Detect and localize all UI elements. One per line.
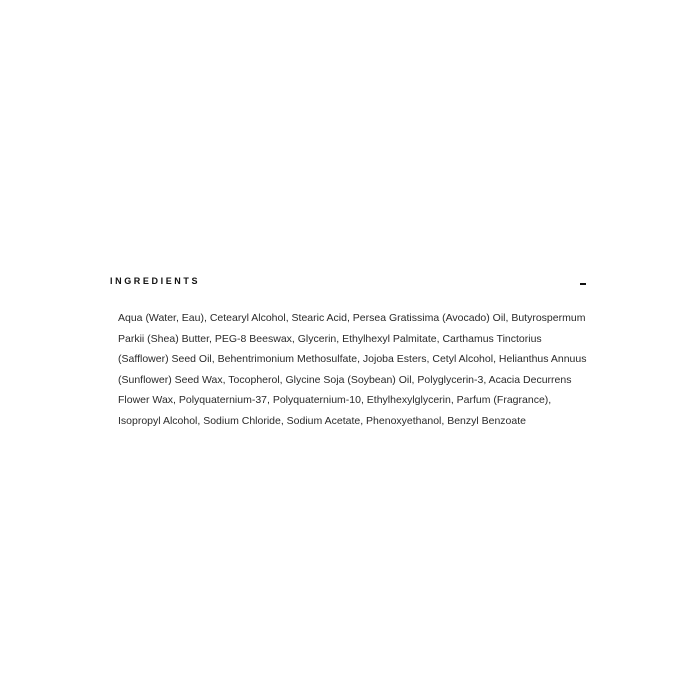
ingredients-content [118, 308, 594, 432]
minus-icon[interactable] [576, 274, 590, 288]
ingredients-accordion [110, 268, 592, 427]
ingredients-text: Aqua (Water, Eau), Cetearyl Alcohol, Stearic Acid, Persea Gratissima (Avocado) Oil, Butyrospermum Parkii (Shea) Butter, PEG-8 Beeswax, Glycerin, Ethylhexyl Palmitate, Carthamus Tinctorius (Safflower) Seed Oil, Behentrimonium Methosulfate, Jojoba Esters, Cetyl Alcohol, Helianthus Annuus (Sunflower) Seed Wax, Tocopherol, Glycine Soja (Soybean) Oil, Polyglycerin-3, Acacia Decurrens Flower Wax, Polyquaternium-37, Polyquaternium-10, Ethylhexylglycerin, Parfum (Fragrance), Isopropyl Alcohol, Sodium Chloride, Sodium Acetate, Phenoxyethanol, Benzyl Benzoate [118, 312, 587, 427]
ingredients-accordion-header[interactable] [110, 268, 592, 294]
ingredients-title: INGREDIENTS [110, 276, 201, 286]
